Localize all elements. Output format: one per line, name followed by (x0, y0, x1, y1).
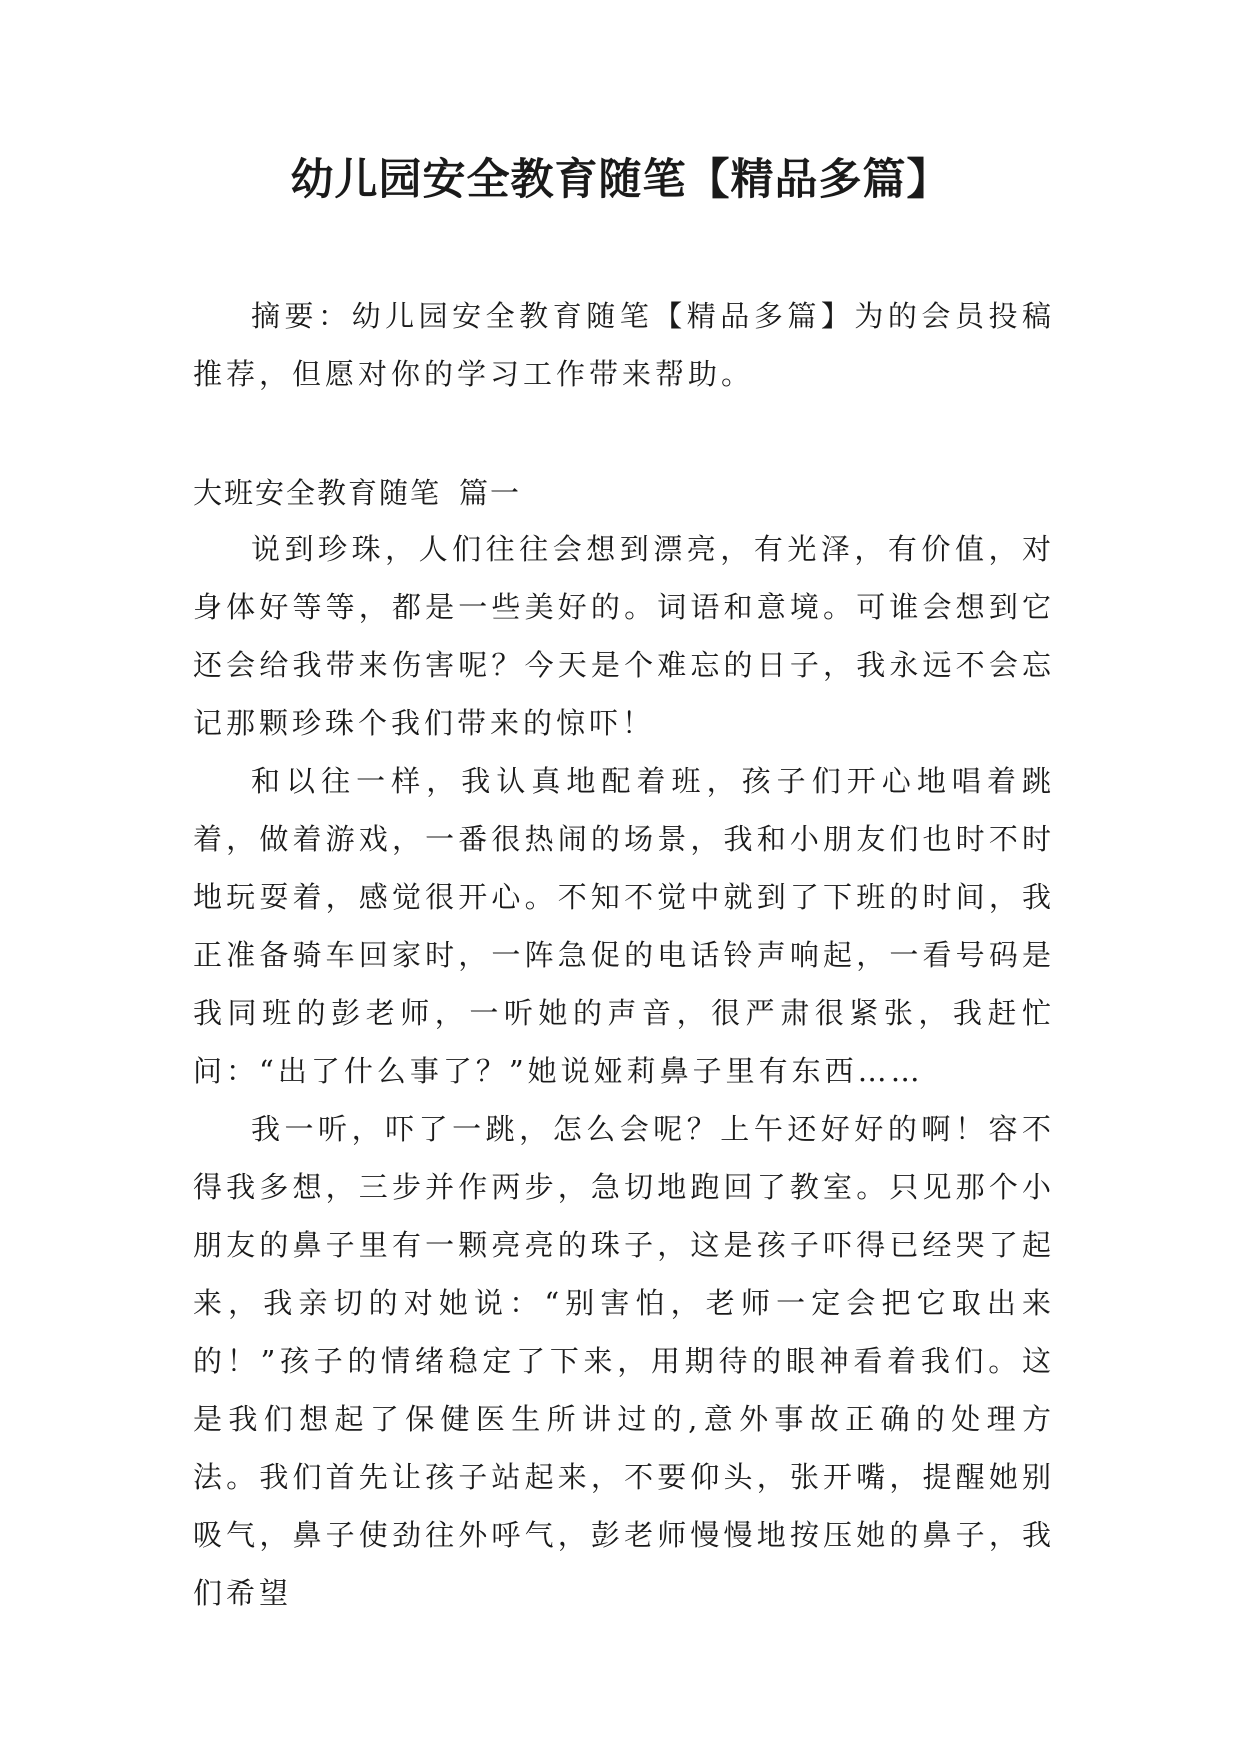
abstract-block (193, 287, 1055, 403)
paragraph-2: 和以往一样，我认真地配着班，孩子们开心地唱着跳着，做着游戏，一番很热闹的场景，我和小朋友们也时不时地玩耍着，感觉很开心。不知不觉中就到了下班的时间，我正准备骑车回家时，一阵急促的电话铃声响起，一看号码是我同班的彭老师，一听她的声音，很严肃很紧张，我赶忙问：“出了什么事了？”她说娅莉鼻子里有东西…… (193, 764, 1055, 1088)
paragraph-3: 我一听，吓了一跳，怎么会呢？上午还好好的啊！容不得我多想，三步并作两步，急切地跑回了教室。只见那个小朋友的鼻子里有一颗亮亮的珠子，这是孩子吓得已经哭了起来，我亲切的对她说：“别害怕，老师一定会把它取出来的！”孩子的情绪稳定了下来，用期待的眼神看着我们。这是我们想起了保健医生所讲过的,意外事故正确的处理方法。我们首先让孩子站起来，不要仰头，张开嘴，提醒她别吸气，鼻子使劲往外呼气，彭老师慢慢地按压她的鼻子，我们希望 (193, 1112, 1055, 1610)
paragraph-1: 说到珍珠，人们往往会想到漂亮，有光泽，有价值，对身体好等等，都是一些美好的。词语和意境。可谁会想到它还会给我带来伤害呢？今天是个难忘的日子，我永远不会忘记那颗珍珠个我们带来的惊吓！ (193, 532, 1055, 740)
section-heading-part: 篇一 (459, 476, 522, 510)
section-heading (193, 464, 521, 522)
document-title: 幼儿园安全教育随笔【精品多篇】 (290, 155, 951, 205)
article-body (193, 520, 1055, 1622)
section-heading-title: 大班安全教育随笔 (193, 476, 442, 510)
abstract-text: 摘要：幼儿园安全教育随笔【精品多篇】为的会员投稿推荐，但愿对你的学习工作带来帮助。 (193, 299, 1055, 391)
